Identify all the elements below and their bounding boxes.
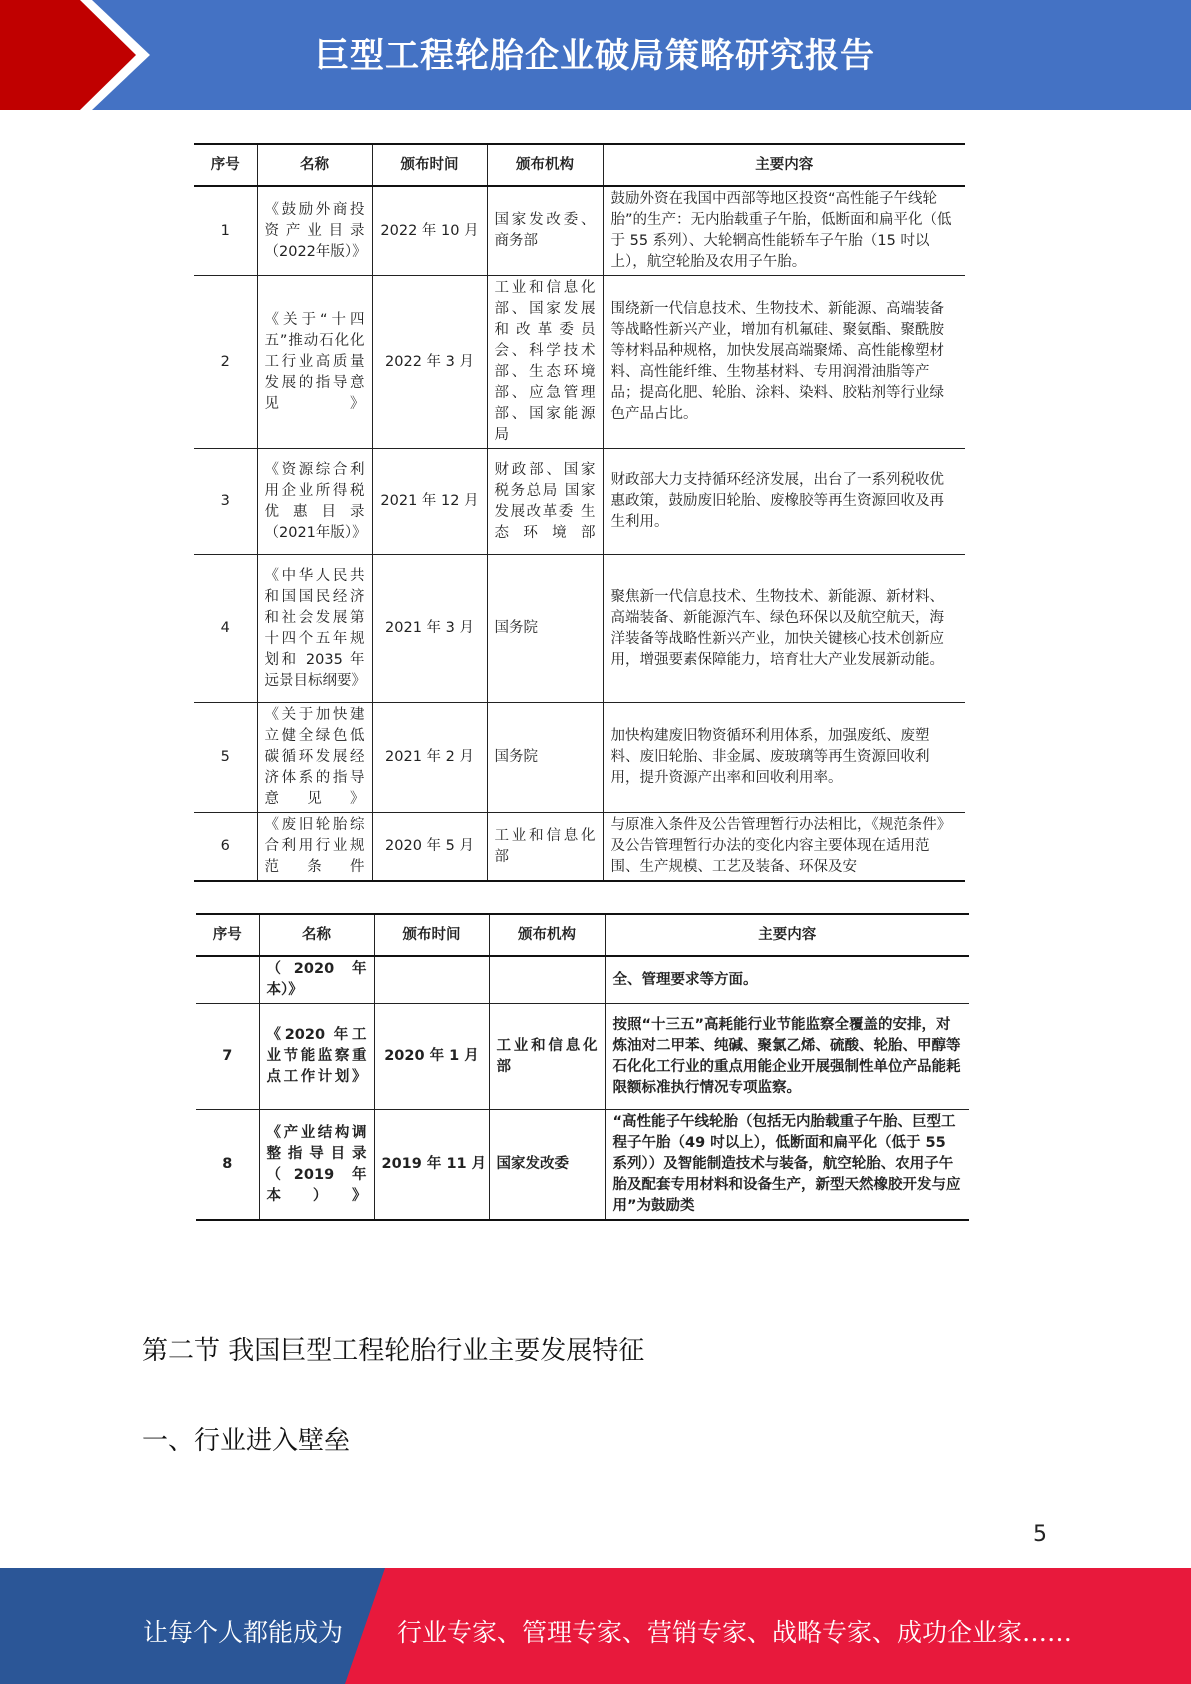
row-content: “高性能子午线轮胎（包括无内胎载重子午胎、巨型工程子午胎（49 吋以上），低断面和扁平化（低于 55 系列））及智能制造技术与装备，航空轮胎、农用子午胎及配套专用材料和设备生产，新型天然橡胶开发与应用”为鼓励类 (605, 1110, 969, 1221)
table-row (194, 813, 965, 882)
row-content: 鼓励外资在我国中西部等地区投资“高性能子午线轮胎”的生产：无内胎载重子午胎，低断面和扁平化（低于 55 系列）、大轮辋高性能轿车子午胎（15 吋以上），航空轮胎及农用子午胎。 (603, 186, 965, 276)
policy-table (194, 143, 965, 882)
row-date: 2020 年 1 月 (374, 1004, 489, 1110)
header-org: 颁布机构 (489, 914, 605, 956)
section-heading: 第二节 我国巨型工程轮胎行业主要发展特征 (142, 1336, 645, 1366)
footer-slogan-left: 让每个人都能成为 (143, 1618, 344, 1647)
header-date: 颁布时间 (372, 144, 487, 186)
row-date (374, 956, 489, 1004)
table-row (194, 186, 965, 276)
table-row (194, 276, 965, 449)
header-org: 颁布机构 (487, 144, 603, 186)
row-org: 国务院 (487, 555, 603, 703)
page-number: 5 (1033, 1522, 1047, 1547)
row-content: 围绕新一代信息技术、生物技术、新能源、高端装备等战略性新兴产业，增加有机氟硅、聚氨酯、聚酰胺等材料品种规格，加快发展高端聚烯、高性能橡塑材料、高性能纤维、生物基材料、专用润滑油脂等产品；提高化肥、轮胎、涂料、染料、胶粘剂等行业绿色产品占比。 (603, 276, 965, 449)
row-org (489, 956, 605, 1004)
table-row (194, 703, 965, 813)
row-content: 全、管理要求等方面。 (605, 956, 969, 1004)
row-date: 2021 年 12 月 (372, 449, 487, 555)
row-no: 1 (194, 186, 257, 276)
row-content: 聚焦新一代信息技术、生物技术、新能源、新材料、高端装备、新能源汽车、绿色环保以及航空航天，海洋装备等战略性新兴产业，加快关键核心技术创新应用，增强要素保障能力，培育壮大产业发展新动能。 (603, 555, 965, 703)
subsection-heading: 一、行业进入壁垒 (142, 1426, 351, 1456)
row-org: 国家发改委 (489, 1110, 605, 1221)
row-content: 与原准入条件及公告管理暂行办法相比，《规范条件》及公告管理暂行办法的变化内容主要体现在适用范围、生产规模、工艺及装备、环保及安 (603, 813, 965, 882)
row-no (196, 956, 259, 1004)
row-name: 《废旧轮胎综合利用行业规范条件 (257, 813, 372, 882)
table-row (194, 449, 965, 555)
row-org: 工业和信息化部 (489, 1004, 605, 1110)
row-no: 8 (196, 1110, 259, 1221)
row-content: 按照“十三五”高耗能行业节能监察全覆盖的安排，对炼油对二甲苯、纯碱、聚氯乙烯、硫酸、轮胎、甲醇等石化化工行业的重点用能企业开展强制性单位产品能耗限额标准执行情况专项监察。 (605, 1004, 969, 1110)
row-org: 财政部、国家税务总局 国家发展改革委 生态环境部 (487, 449, 603, 555)
footer-banner (0, 1568, 1191, 1684)
row-org: 国家发改委、商务部 (487, 186, 603, 276)
row-no: 7 (196, 1004, 259, 1110)
footer-slogan-right: 行业专家、管理专家、营销专家、战略专家、成功企业家…… (397, 1618, 1073, 1647)
row-name: 《2020 年工业节能监察重点工作计划》 (259, 1004, 374, 1110)
row-no: 4 (194, 555, 257, 703)
row-name: 《鼓励外商投资产业目录（2022年版）》 (257, 186, 372, 276)
row-no: 5 (194, 703, 257, 813)
row-date: 2021 年 3 月 (372, 555, 487, 703)
table-row (196, 1004, 969, 1110)
header-no: 序号 (196, 914, 259, 956)
table-row (196, 956, 969, 1004)
row-content: 加快构建废旧物资循环利用体系，加强废纸、废塑料、废旧轮胎、非金属、废玻璃等再生资源回收利用，提升资源产出率和回收利用率。 (603, 703, 965, 813)
row-no: 3 (194, 449, 257, 555)
header-name: 名称 (259, 914, 374, 956)
header-content: 主要内容 (605, 914, 969, 956)
row-name: 《关于加快建立健全绿色低碳循环发展经济体系的指导意见》 (257, 703, 372, 813)
row-date: 2021 年 2 月 (372, 703, 487, 813)
report-title: 巨型工程轮胎企业破局策略研究报告 (315, 36, 875, 76)
header-date: 颁布时间 (374, 914, 489, 956)
row-name: 《资源综合利用企业所得税优惠目录（2021年版）》 (257, 449, 372, 555)
row-name: （2020 年本）》 (259, 956, 374, 1004)
row-date: 2022 年 3 月 (372, 276, 487, 449)
header-bar (0, 0, 1191, 110)
row-content: 财政部大力支持循环经济发展，出台了一系列税收优惠政策，鼓励废旧轮胎、废橡胶等再生资源回收及再生利用。 (603, 449, 965, 555)
row-org: 工业和信息化部、国家发展和改革委员会、科学技术部、生态环境部、应急管理部、国家能源局 (487, 276, 603, 449)
policy-table-continued (196, 913, 969, 1221)
row-date: 2019 年 11 月 (374, 1110, 489, 1221)
table-header-row (194, 144, 965, 186)
table-row (194, 555, 965, 703)
row-name: 《产业结构调整指导目录（2019 年本）》 (259, 1110, 374, 1221)
row-name: 《关于“十四五”推动石化化工行业高质量发展的指导意见》 (257, 276, 372, 449)
table-header-row (196, 914, 969, 956)
row-name: 《中华人民共和国国民经济和社会发展第十四个五年规划和 2035 年远景目标纲要》 (257, 555, 372, 703)
header-chevron-decoration (0, 0, 160, 110)
row-date: 2020 年 5 月 (372, 813, 487, 882)
row-date: 2022 年 10 月 (372, 186, 487, 276)
row-org: 工业和信息化部 (487, 813, 603, 882)
header-name: 名称 (257, 144, 372, 186)
table-row (196, 1110, 969, 1221)
header-content: 主要内容 (603, 144, 965, 186)
header-no: 序号 (194, 144, 257, 186)
row-no: 6 (194, 813, 257, 882)
row-no: 2 (194, 276, 257, 449)
row-org: 国务院 (487, 703, 603, 813)
